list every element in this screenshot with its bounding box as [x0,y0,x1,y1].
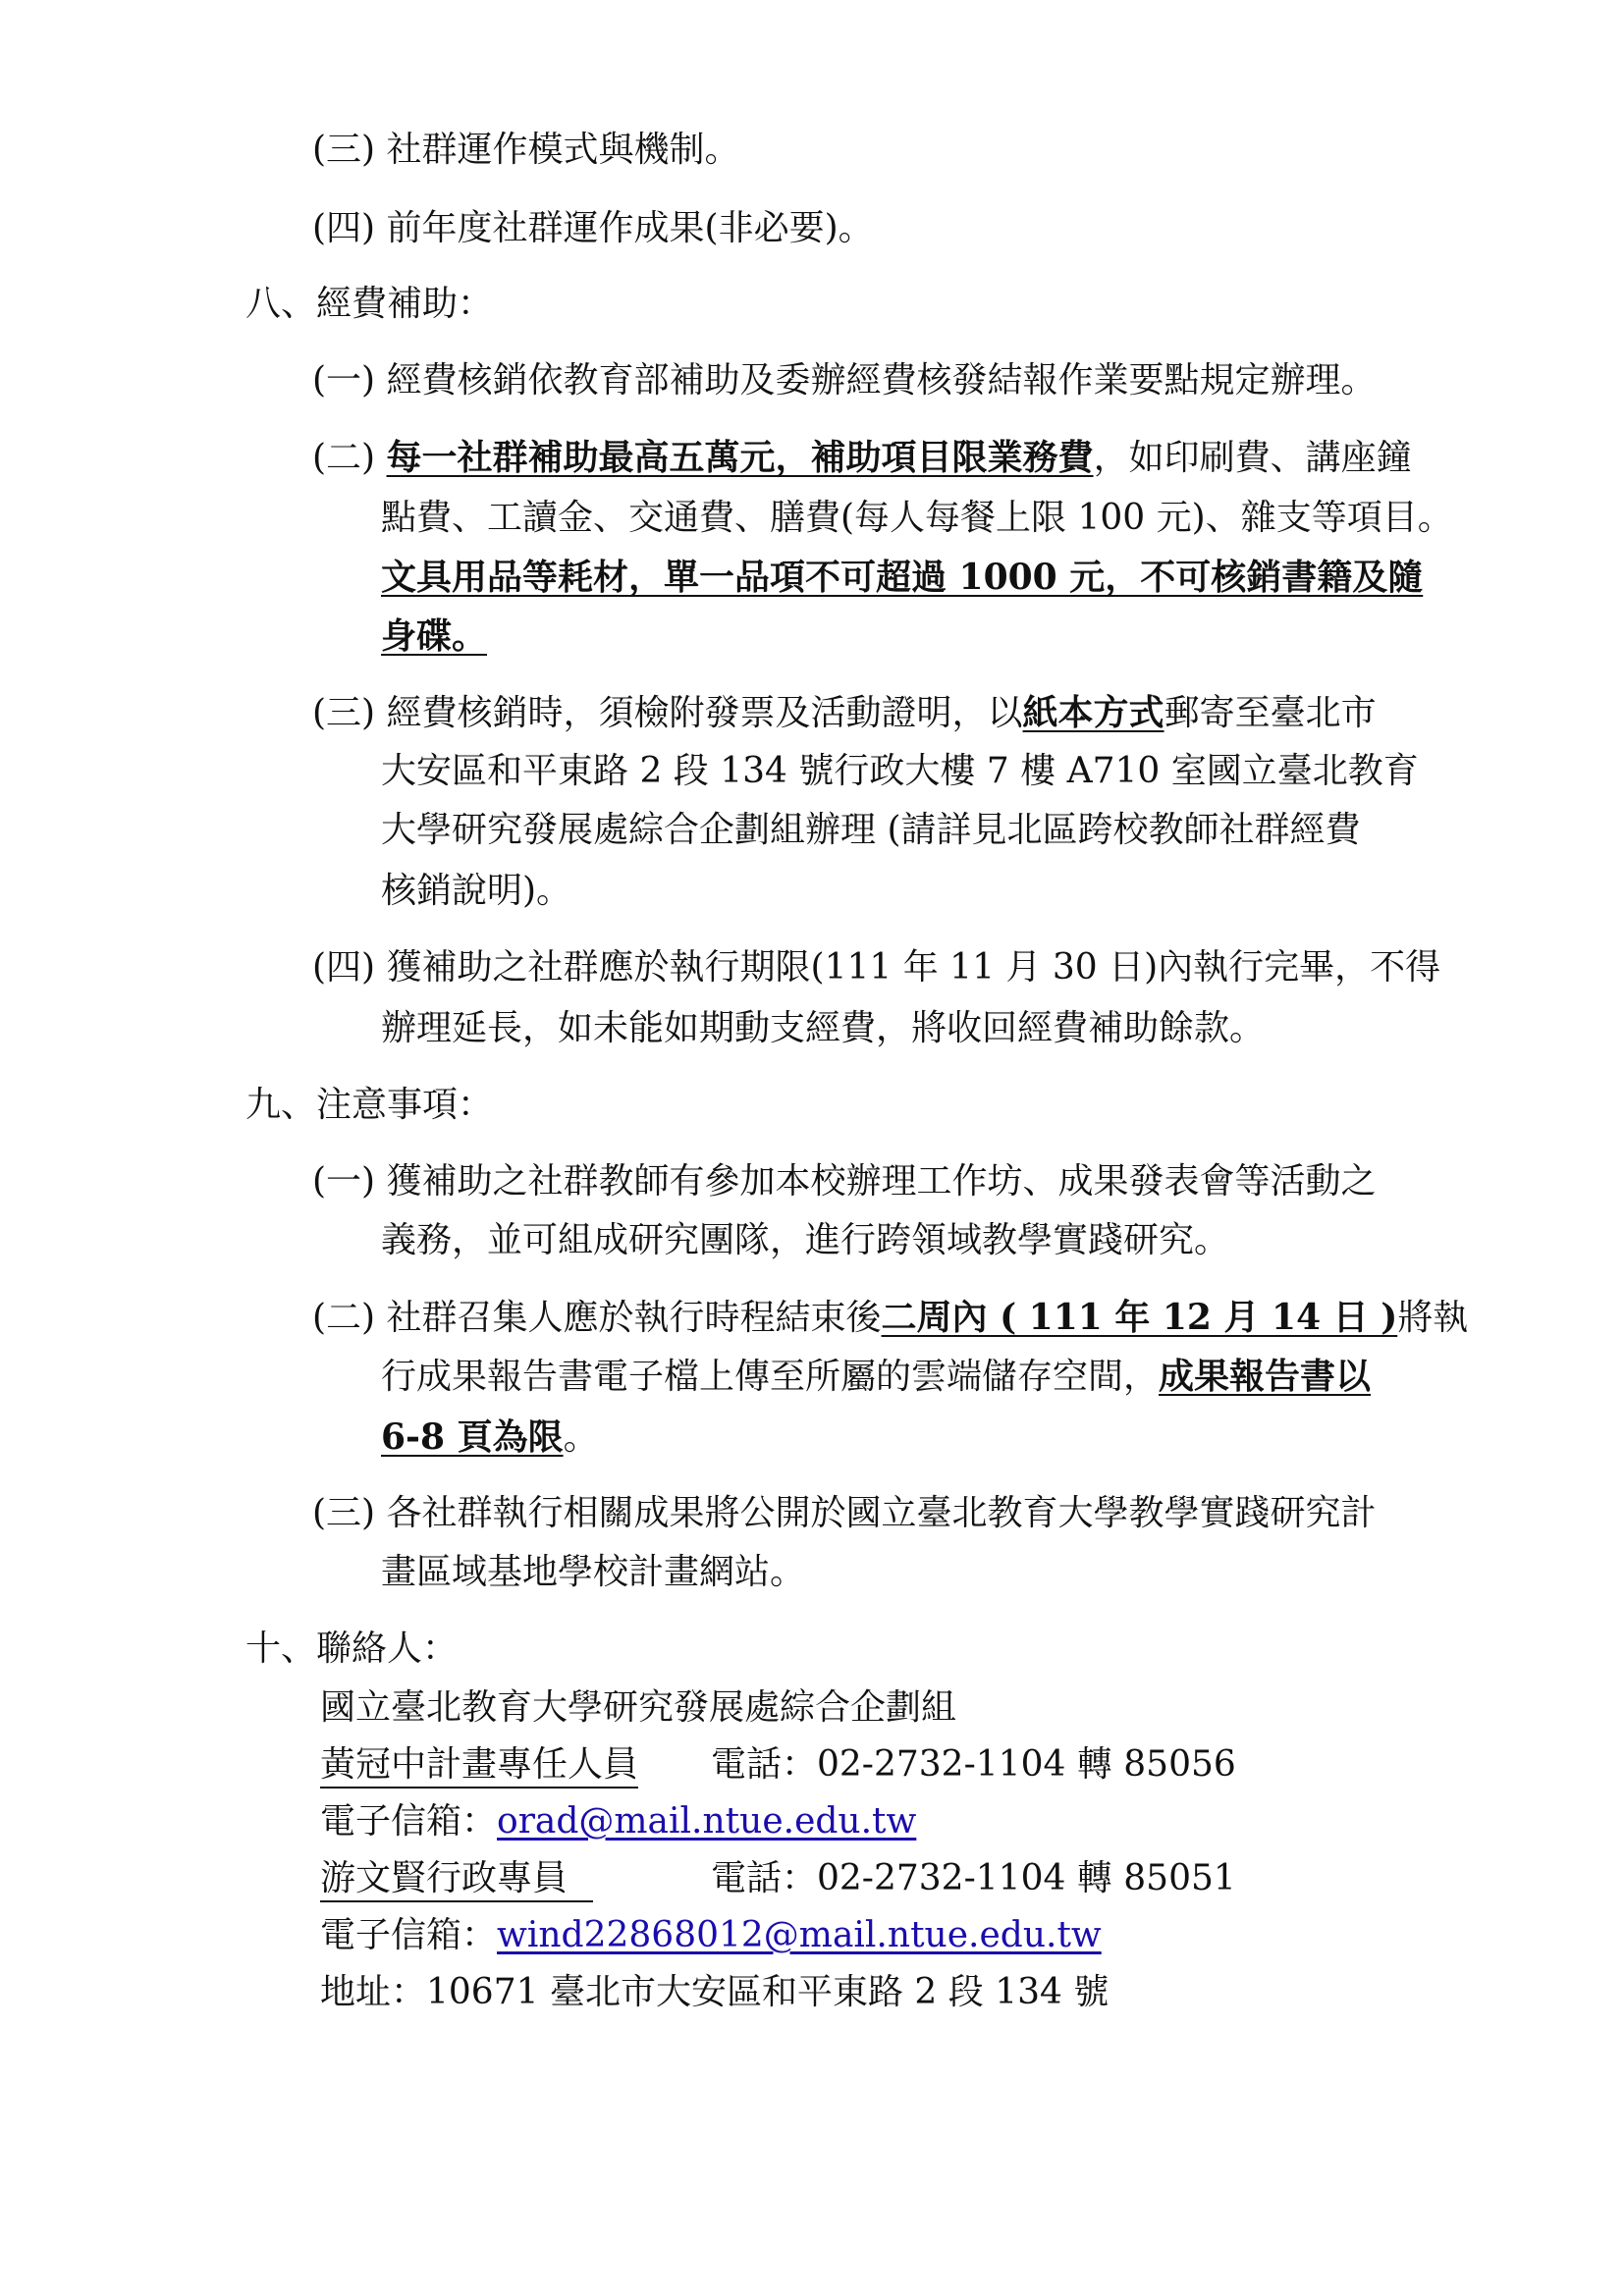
section-8-heading: 八、經費補助： [245,284,494,324]
s8-item-3-line-1: (三) 經費核銷時，須檢附發票及活動證明，以紙本方式郵寄至臺北市 [312,692,1377,733]
s8-item-4-line-1: (四) 獲補助之社群應於執行期限(111 年 11 月 30 日)內執行完畢，不得 [312,947,1441,988]
s8-item-2-line-4: 身碟。 [381,615,488,657]
s8-item-3-line-3: 大學研究發展處綜合企劃組辦理 (請詳見北區跨校教師社群經費 [381,810,1361,850]
s9-item-1-line-1: (一) 獲補助之社群教師有參加本校辦理工作坊、成果發表會等活動之 [312,1161,1377,1201]
s9-item-2-line-3: 6-8 頁為限。 [381,1416,599,1458]
s8-item-2-emphasis: 每一社群補助最高五萬元，補助項目限業務費 [386,437,1094,478]
contact-address: 地址：10671 臺北市大安區和平東路 2 段 134 號 [320,1972,1110,2012]
s9-item-2-report-limit: 成果報告書以 [1159,1356,1372,1397]
s9-item-3-line-2: 畫區域基地學校計畫網站。 [381,1552,806,1592]
s8-item-3-line-2: 大安區和平東路 2 段 134 號行政大樓 7 樓 A710 室國立臺北教育 [381,751,1419,791]
s9-item-3-line-1: (三) 各社群執行相關成果將公開於國立臺北教育大學教學實踐研究計 [312,1493,1377,1533]
s7-item-4: (四) 前年度社群運作成果(非必要)。 [312,208,874,248]
s9-item-2-line-1: (二) 社群召集人應於執行時程結束後二周內 ( 111 年 12 月 14 日 )將執 [312,1297,1469,1338]
contact-1-name: 黃冠中計畫專任人員 [320,1743,638,1787]
s8-item-2-line-1: (二) 每一社群補助最高五萬元，補助項目限業務費，如印刷費、講座鐘 [312,437,1412,478]
section-9-heading: 九、注意事項： [245,1085,494,1125]
s8-item-3-line-4: 核銷說明)。 [381,871,572,911]
s9-item-2-pages: 6-8 頁為限 [381,1416,564,1458]
s8-item-1: (一) 經費核銷依教育部補助及委辦經費核發結報作業要點規定辦理。 [312,360,1377,400]
s8-item-4-line-2: 辦理延長，如未能如期動支經費，將收回經費補助餘款。 [381,1008,1266,1048]
s8-item-2-line-2: 點費、工讀金、交通費、膳費(每人每餐上限 100 元)、雜支等項目。 [381,498,1453,538]
contact-1-email-link[interactable]: orad@mail.ntue.edu.tw [497,1801,917,1842]
s9-item-1-line-2: 義務，並可組成研究團隊，進行跨領域教學實踐研究。 [381,1220,1230,1260]
s7-item-3: (三) 社群運作模式與機制。 [312,130,740,170]
contact-1-phone: 電話：02-2732-1104 轉 85056 [711,1744,1236,1785]
contact-1-email-row: 電子信箱：orad@mail.ntue.edu.tw [320,1801,917,1842]
s8-item-2-line-3: 文具用品等耗材，單一品項不可超過 1000 元，不可核銷書籍及隨 [381,557,1424,598]
contact-2-phone: 電話：02-2732-1104 轉 85051 [711,1858,1236,1898]
s9-item-2-deadline: 二周內 ( 111 年 12 月 14 日 ) [881,1297,1398,1338]
s9-item-2-line-2: 行成果報告書電子檔上傳至所屬的雲端儲存空間，成果報告書以 [381,1356,1372,1397]
section-10-heading: 十、聯絡人： [245,1629,459,1669]
contact-2-email-row: 電子信箱：wind22868012@mail.ntue.edu.tw [320,1915,1102,1955]
s8-item-3-emphasis: 紙本方式 [1022,692,1164,733]
contact-2-name: 游文賢行政專員 [320,1857,593,1900]
contact-2-email-link[interactable]: wind22868012@mail.ntue.edu.tw [497,1915,1102,1955]
contact-org: 國立臺北教育大學研究發展處綜合企劃組 [320,1687,957,1728]
